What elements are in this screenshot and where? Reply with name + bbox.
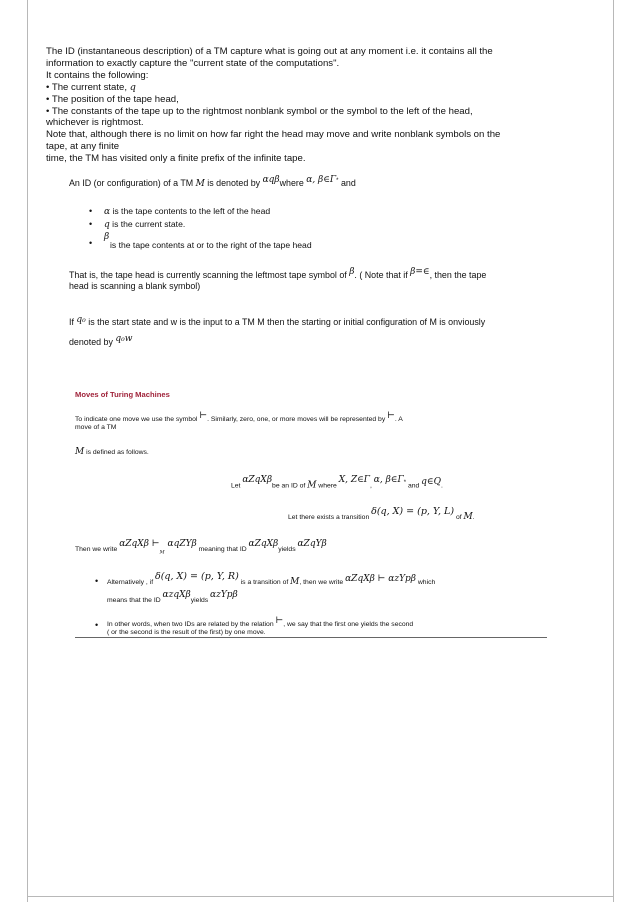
- bullet-dot: •: [95, 620, 99, 630]
- text: is the tape contents at or to the right of the tape head: [110, 240, 312, 250]
- intro-line: The ID (instantaneous description) of a TM capture what is going out at any moment i.e. it contains all the: [46, 46, 493, 57]
- math-qQ: q∈Q: [421, 477, 441, 488]
- math-move-left-b: αqZYβ: [164, 539, 197, 549]
- text: That is, the tape head is currently scanning the leftmost tape symbol of: [69, 270, 350, 280]
- text: is the start state and w is the input to a TM M then the starting or initial configuration of M is onviously: [85, 317, 486, 327]
- means-id-line: [107, 590, 238, 605]
- text: meaning that ID: [196, 546, 249, 553]
- section-heading: Moves of Turing Machines: [75, 390, 170, 399]
- math-q: q: [104, 220, 110, 230]
- text: . ( Note that if: [354, 270, 411, 280]
- text: Let there exists a transition: [288, 514, 372, 521]
- text: is defined as follows.: [84, 449, 149, 456]
- text: is the current state.: [109, 219, 186, 229]
- text: An ID (or configuration) of a TM: [69, 177, 196, 188]
- other-words-line-2: ( or the second is the result of the first) by one move.: [107, 629, 266, 636]
- page-border-right: [613, 0, 614, 902]
- text: Alternatively , if: [107, 579, 155, 586]
- id-definition: [69, 176, 356, 190]
- intro-line: It contains the following:: [46, 69, 149, 81]
- math-delta-right: δ(q, X) = (p, Y, R): [154, 571, 239, 582]
- text: yields: [278, 546, 298, 553]
- math-beta-eps: β=∈: [410, 267, 430, 277]
- math-q0w: q₀w: [115, 334, 133, 344]
- text: .: [440, 482, 443, 490]
- page-border-bottom: [27, 896, 614, 897]
- start-state-line: [69, 317, 485, 329]
- turnstile-symbol: ⊢: [199, 411, 208, 421]
- text: , then we write: [299, 579, 346, 586]
- intro-line: time, the TM has visited only a finite prefix of the infinite tape.: [46, 153, 306, 165]
- math-move-right: αZqXβ ⊢ αzYpβ: [345, 574, 416, 584]
- math-azqyb: αZqYβ: [297, 539, 327, 549]
- turnstile-symbol: ⊢: [387, 411, 395, 421]
- let-line: Let αZqXβbe an ID of M where X, Z∈Γ, α, β∈Γ* and q∈Q.: [231, 475, 443, 491]
- math-ab-in-gamma: α, β∈Γ: [306, 174, 337, 185]
- text: where: [279, 177, 307, 188]
- that-is-line-2: head is scanning a blank symbol): [69, 281, 201, 291]
- denoted-by-line: [69, 334, 133, 349]
- math-move-left: αZqXβ ⊢: [119, 539, 160, 549]
- state-symbol: q: [129, 81, 136, 93]
- math-M: M: [463, 512, 473, 522]
- transition-line: Let there exists a transition δ(q, X) = (p, Y, L) of M.: [288, 506, 475, 522]
- bullet-dot: •: [89, 238, 93, 248]
- bullet-text: • The current state,: [46, 81, 130, 93]
- text: , we say that the first one yields the second: [283, 621, 414, 628]
- intro-bullet: • The position of the tape head,: [46, 93, 179, 105]
- other-words-line: [107, 616, 414, 629]
- text: and: [338, 177, 356, 188]
- intro-line: whichever is rightmost.: [46, 117, 144, 129]
- text: be an ID of: [272, 482, 308, 490]
- math-azqxb: αZqXβ: [248, 539, 279, 549]
- star-sup: *: [403, 480, 407, 486]
- intro-line: Note that, although there is no limit on how far right the head may move and write nonblank symbols on the: [46, 129, 501, 141]
- id-bullet-beta: [104, 231, 312, 252]
- text: Then we write: [75, 546, 120, 553]
- text: of: [455, 514, 464, 521]
- math-azqxb2: αzqXβ: [162, 590, 191, 600]
- math-M: M: [195, 178, 205, 189]
- text: In other words, when two IDs are related by the relation: [107, 621, 276, 628]
- text: , then the tape: [429, 270, 487, 280]
- math-sub-M: M: [159, 549, 165, 556]
- math-beta: β: [104, 232, 110, 242]
- text: which: [417, 579, 436, 586]
- text: denoted by: [69, 337, 116, 347]
- text: is the tape contents to the left of the head: [110, 206, 271, 216]
- text: . A: [394, 416, 403, 423]
- math-azypb: αzYpβ: [210, 590, 238, 600]
- intro-bullet: • The constants of the tape up to the rightmost nonblank symbol or the symbol to the left of the head,: [46, 105, 473, 117]
- text: is denoted by: [204, 177, 263, 188]
- text: means that the ID: [107, 597, 163, 604]
- math-q0: q₀: [76, 315, 86, 325]
- math-delta-left: δ(q, X) = (p, Y, L): [371, 506, 455, 517]
- bullet-dot: •: [89, 206, 93, 216]
- alternative-line: [107, 571, 436, 587]
- math-M: M: [75, 447, 85, 457]
- intro-line: tape, at any finite: [46, 141, 120, 153]
- intro-bullet: [46, 82, 594, 94]
- then-write-line: [75, 539, 327, 557]
- text: If: [69, 317, 77, 327]
- moves-intro: [75, 411, 403, 424]
- math-M: M: [307, 480, 317, 491]
- math-aqb: αqβ: [262, 174, 280, 185]
- math-xz: X, Z∈Γ: [338, 475, 370, 486]
- intro-line: information to exactly capture the "current state of the computations".: [46, 57, 340, 69]
- math-ab: α, β∈Γ: [373, 475, 404, 486]
- text: . Similarly, zero, one, or more moves will be represented by: [207, 416, 388, 423]
- text: and: [407, 482, 422, 490]
- id-bullet-alpha: [104, 206, 270, 217]
- id-bullet-q: [104, 219, 185, 230]
- moves-intro-2: move of a TM: [75, 424, 117, 431]
- defined-line: [75, 448, 149, 457]
- text: is a transition of: [240, 579, 291, 586]
- math-alpha: α: [104, 207, 111, 217]
- text: Let: [231, 482, 243, 490]
- math-M: M: [290, 577, 300, 587]
- page-border-left: [27, 0, 28, 902]
- text: yields: [190, 597, 211, 604]
- math-beta: β: [349, 267, 355, 277]
- text: To indicate one move we use the symbol: [75, 416, 200, 423]
- math-azqxb: αZqXβ: [242, 475, 273, 486]
- intro-text: [46, 46, 594, 165]
- turnstile-symbol: ⊢: [275, 616, 284, 626]
- star-sup: *: [336, 178, 339, 184]
- text: where: [316, 482, 339, 490]
- divider-line: [75, 637, 547, 638]
- bullet-dot: •: [95, 576, 99, 586]
- bullet-dot: •: [89, 219, 93, 229]
